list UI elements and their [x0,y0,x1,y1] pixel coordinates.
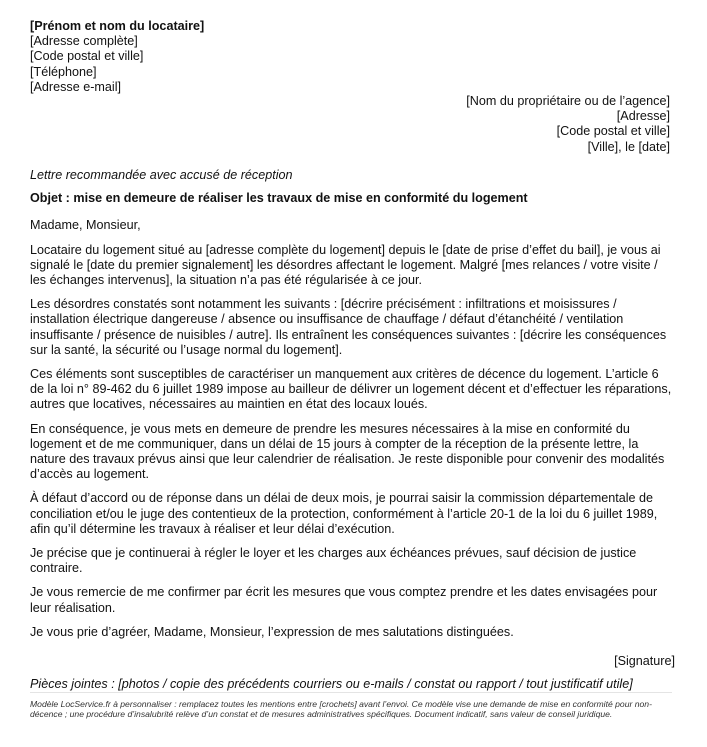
letter-subject: Objet : mise en demeure de réaliser les travaux de mise en conformité du logement [30,191,528,206]
attachments: Pièces jointes : [photos / copie des précédents courriers ou e-mails / constat ou rapport / tout justificatif utile] [30,677,633,692]
recipient-block [466,94,670,155]
signature: [Signature] [614,654,675,669]
paragraph-closing: Je vous prie d’agréer, Madame, Monsieur, l’expression de mes salutations distinguées. [30,624,514,639]
place-date: [Ville], le [date] [587,139,670,154]
recipient-name: [Nom du propriétaire ou de l’agence] [466,94,670,108]
sender-postal-city: [Code postal et ville] [30,49,144,64]
paragraph-defects: Les désordres constatés sont notamment les suivants : [décrire précisément : infiltrations et moisissures / installation électrique dangereuse / absence ou insuffisance de chauffage / défaut d’étanchéité / ventilation insuffisante / présence de nuisibles / autre]. Ils entraînent les conséquences suivantes : [décrire les conséquences sur la santé, la sécurité ou l’usage normal du logement]. [30,297,667,357]
sender-block [30,19,204,95]
salutation: Madame, Monsieur, [30,218,141,233]
recipient-postal-city: [Code postal et ville] [556,124,670,139]
footer-note: Modèle LocService.fr à personnaliser : remplacez toutes les mentions entre [crochets] avant l’envoi. Ce modèle vise une demande de mise en conformité pour non-décence ; une procédure d’insalubrité relève d’un constat et de mesures administratives spécifiques. Document indicatif, sans valeur de conseil juridique. [30,692,672,719]
recipient-address: [Adresse] [616,109,670,124]
sender-phone: [Téléphone] [30,64,97,79]
sender-address: [Adresse complète] [30,34,138,49]
paragraph-formal-notice: En conséquence, je vous mets en demeure de prendre les mesures nécessaires à la mise en conformité du logement et de me communiquer, dans un délai de 15 jours à compter de la réception de la présente lettre, la nature des travaux prévus ainsi que leur calendrier de réalisation. Je reste disponible pour convenir des modalités d’accès au logement. [30,421,665,482]
paragraph-situation: Locataire du logement situé au [adresse complète du logement] depuis le [date de prise d’effet du bail], je vous ai signalé le [date du premier signalement] les désordres affectant le logement. Malgré [mes relances / votre visite / les échanges intervenus], la situation n’a pas été régularisée à ce jour. [30,242,661,288]
paragraph-recourse: À défaut d’accord ou de réponse dans un délai de deux mois, je pourrai saisir la commission départementale de conciliation et/ou le juge des contentieux de la protection, conformément à l’article 20-1 de la loi du 6 juillet 1989, afin qu’il détermine les travaux à réaliser et leur délai d’exécution. [30,491,658,536]
registered-mail-mention: Lettre recommandée avec accusé de réception [30,168,293,182]
sender-name: [Prénom et nom du locataire] [30,19,205,33]
sender-email: [Adresse e-mail] [30,79,121,94]
paragraph-confirmation-request: Je vous remercie de me confirmer par écrit les mesures que vous comptez prendre et les dates envisagées pour leur réalisation. [30,585,658,615]
paragraph-rent-payment: Je précise que je continuerai à régler le loyer et les charges aux échéances prévues, sauf décision de justice contraire. [30,546,637,576]
letter-body [30,168,675,692]
paragraph-legal-basis: Ces éléments sont susceptibles de caractériser un manquement aux critères de décence du logement. L’article 6 de la loi n° 89-462 du 6 juillet 1989 impose au bailleur de délivrer un logement décent et d’effectuer les réparations, autres que locatives, nécessaires au maintien en état des locaux loués. [30,367,672,412]
